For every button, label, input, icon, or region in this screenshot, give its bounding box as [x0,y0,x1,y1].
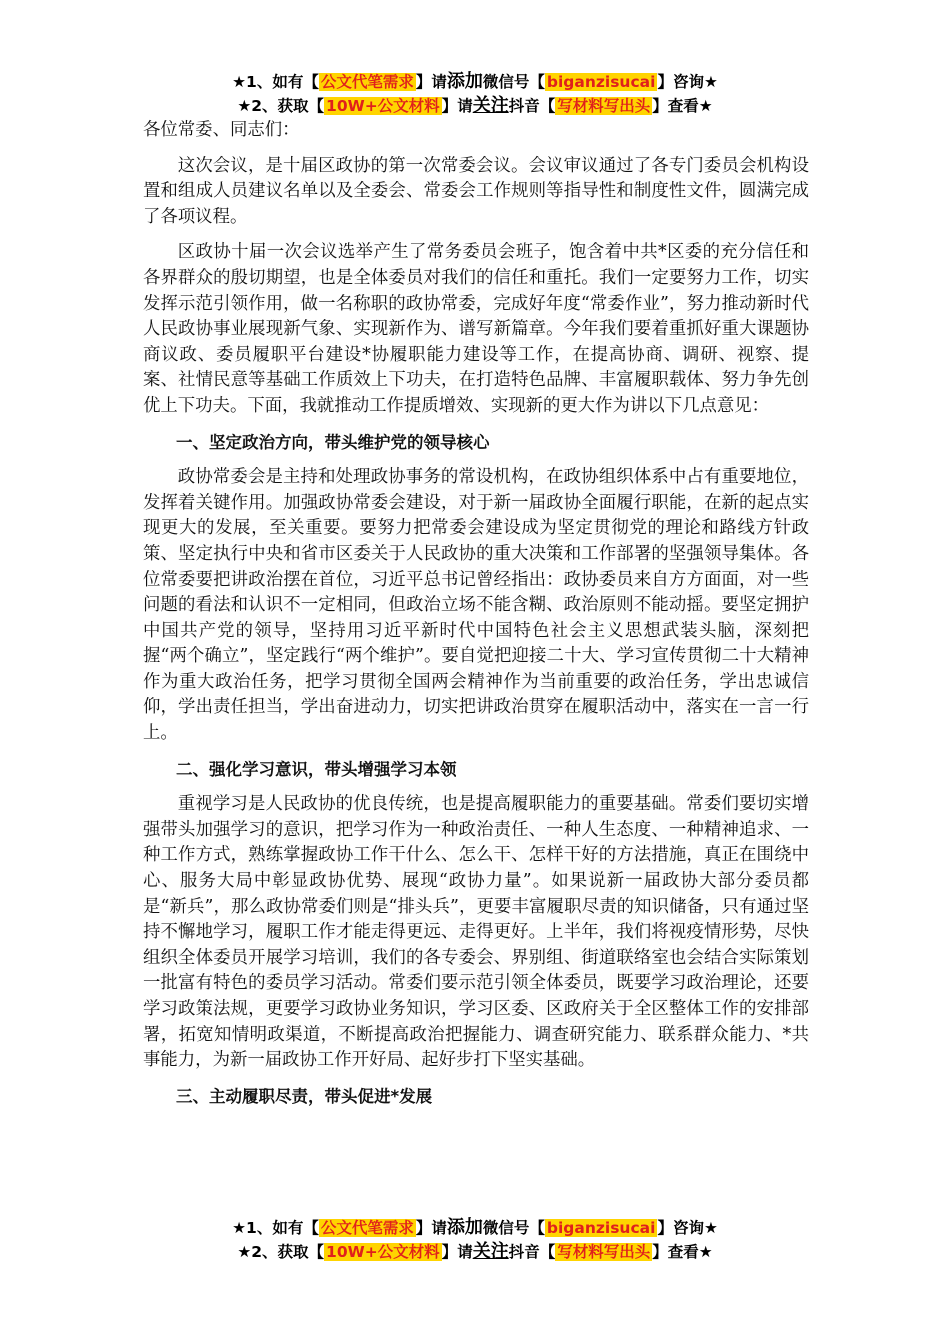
promo-text: ★1、如有【 [232,1219,319,1237]
paragraph-intro: 这次会议，是十届区政协的第一次常委会议。会议审议通过了各专门委员会机构设置和组成人员建议名单以及全委会、常委会工作规则等指导性和制度性文件，圆满完成了各项议程。 [143,155,809,227]
highlight-label: 公文代笔需求 [320,73,414,91]
promo-text: 】请 [441,97,473,115]
promo-text: 】咨询★ [657,1219,718,1237]
paragraph-section-1: 政协常委会是主持和处理政协事务的常设机构，在政协组织体系中占有重要地位，发挥着关键作用。加强政协常委会建设，对于新一届政协全面履行职能，在新的起点实现更大的发展，至关重要。要努力把常委会建设成为坚定贯彻党的理论和路线方针政策、坚定执行中央和省市区委关于人民政协的重大决策和工作部署的坚强领导集体。各位常委要把讲政治摆在首位，习近平总书记曾经指出：政协委员来自方方面面，对一些问题的看法和认识不一定相同，但政治立场不能含糊、政治原则不能动摇。要坚定拥护中国共产党的领导，坚持用习近平新时代中国特色社会主义思想武装头脑，深刻把握“两个确立”，坚定践行“两个维护”。要自觉把迎接二十大、学习宣传贯彻二十大精神作为重大政治任务，把学习贯彻全国两会精神作为当前重要的政治任务，学出忠诚信仰，学出责任担当，学出奋进动力，切实把讲政治贯穿在履职活动中，落实在一言一行上。 [143,467,809,744]
highlight-label: 10W+公文材料 [326,1243,440,1261]
promo-text: 】请 [415,1219,447,1237]
promo-text: 】请 [441,1243,473,1261]
top-promo-banner [0,70,950,118]
emphasis-text: 添加 [446,71,483,92]
emphasis-text: 关注 [472,1241,509,1262]
promo-text: 微信号【 [482,1219,545,1237]
wechat-id-highlight: biganzisucai [546,73,656,91]
promo-text: 抖音【 [508,1243,556,1261]
section-heading-1: 一、坚定政治方向，带头维护党的领导核心 [176,432,490,452]
promo-line-2 [0,1240,950,1264]
promo-text: ★2、获取【 [237,1243,325,1261]
promo-line-2 [0,94,950,118]
emphasis-text: 关注 [472,95,509,116]
highlight-label: 公文代笔需求 [320,1219,414,1237]
wechat-id-highlight: biganzisucai [546,1219,656,1237]
promo-text: ★2、获取【 [237,97,325,115]
paragraph-section-2: 重视学习是人民政协的优良传统，也是提高履职能力的重要基础。常委们要切实增强带头加强学习的意识，把学习作为一种政治责任、一种人生态度、一种精神追求、一种工作方式，熟练掌握政协工作干什么、怎么干、怎样干好的方法措施，真正在围绕中心、服务大局中彰显政协优势、展现“政协力量”。如果说新一届政协大部分委员都是“新兵”，那么政协常委们则是“排头兵”，更要丰富履职尽责的知识储备，只有通过坚持不懈地学习，履职工作才能走得更远、走得更好。上半年，我们将视疫情形势，尽快组织全体委员开展学习培训，我们的各专委会、界别组、街道联络室也会结合实际策划一批富有特色的委员学习活动。常委们要示范引领全体委员，既要学习政治理论，还要学习政策法规，更要学习政协业务知识，学习区委、区政府关于全区整体工作的安排部署，拓宽知情明政渠道，不断提高政治把握能力、调查研究能力、联系群众能力、*共事能力，为新一届政协工作开好局、起好步打下坚实基础。 [143,794,809,1071]
douyin-account-highlight: 写材料写出头 [557,1243,651,1261]
promo-line-1 [0,70,950,94]
promo-text: 】请 [415,73,447,91]
douyin-account-highlight: 写材料写出头 [557,97,651,115]
paragraph-overview: 区政协十届一次会议选举产生了常务委员会班子，饱含着中共*区委的充分信任和各界群众的殷切期望，也是全体委员对我们的信任和重托。我们一定要努力工作，切实发挥示范引领作用，做一名称职的政协常委，完成好年度“常委作业”，努力推动新时代人民政协事业展现新气象、实现新作为、谱写新篇章。今年我们要着重抓好重大课题协商议政、委员履职平台建设*协履职能力建设等工作，在提高协商、调研、视察、提案、社情民意等基础工作质效上下功夫，在打造特色品牌、丰富履职载体、努力争先创优上下功夫。下面，我就推动工作提质增效、实现新的更大作为讲以下几点意见： [143,242,809,416]
section-heading-2: 二、强化学习意识，带头增强学习本领 [176,759,457,779]
promo-text: 】查看★ [652,97,713,115]
salutation: 各位常委、同志们： [143,120,300,140]
bottom-promo-banner [0,1216,950,1264]
promo-text: 微信号【 [482,73,545,91]
document-body [143,118,809,1119]
promo-text: 抖音【 [508,97,556,115]
promo-text: 】查看★ [652,1243,713,1261]
section-heading-3: 三、主动履职尽责，带头促进*发展 [176,1086,433,1106]
promo-text: ★1、如有【 [232,73,319,91]
highlight-label: 10W+公文材料 [326,97,440,115]
promo-text: 】咨询★ [657,73,718,91]
emphasis-text: 添加 [446,1217,483,1238]
promo-line-1 [0,1216,950,1240]
